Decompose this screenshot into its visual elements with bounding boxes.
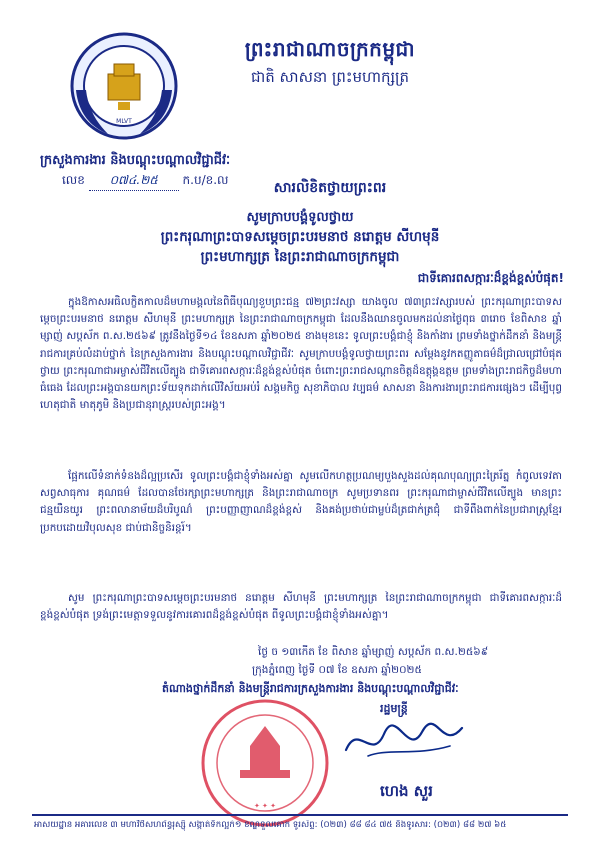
- kingdom-title: ព្រះរាជាណាចក្រកម្ពុជា: [244, 37, 416, 61]
- date-solar: ក្រុងភ្នំពេញ ថ្ងៃទី ០៧ ខែ ឧសភា ឆ្នាំ២០២៥: [252, 664, 422, 676]
- signer-name: ហេង សួរ: [380, 782, 433, 800]
- ministry-name: ក្រសួងការងារ និងបណ្តុះបណ្តាលវិជ្ជាជីវៈ: [40, 153, 231, 168]
- svg-text:✦ ✦ ✦: ✦ ✦ ✦: [253, 802, 277, 810]
- ref-number: ០៧៤.២៥: [89, 172, 179, 191]
- ministry-logo: [68, 30, 180, 142]
- ref-label: លេខ: [62, 173, 85, 187]
- signature: [338, 712, 478, 772]
- footer-divider: [32, 814, 568, 816]
- blessing-line: ជាទីគោរពសក្ការៈដ៏ខ្ពង់ខ្ពស់បំផុត!: [417, 271, 564, 285]
- reference-line: [62, 172, 228, 191]
- paragraph-2: ផ្អែកលើទំនាក់ទំនងដ៏ល្អប្រសើរ ទូលព្រះបង្គំជាខ្ញុំទាំងអស់គ្នា សូមលើកហត្ថប្រណម្យបួងសួងដល់គុណបុណ្យព្រះត្រៃរ័ត្ន កំពូលទេវតាសព្វសាធុការ គុណធម៌ ដែលបានថែរក្សាព្រះមហាក្សត្រ និងព្រះរាជាណាចក្រ សូមប្រទានពរ ព្រះករុណាជាម្ចាស់ជីវិតលើត្បូង មានព្រះជន្មយឺនយូរ ព្រះពលានាម័យដ៏បរិបូណ៌ ព្រះបញ្ញាញាណដ៏ខ្ពង់ខ្ពស់ និងគង់ប្រថាប់ជាម្លប់ដ៏ត្រជាក់ត្រជុំ ជាទីពឹងពាក់នៃប្រជារាស្ត្រខ្មែរ ប្រកបដោយវិបុលសុខ ជាប់ជានិច្ចនិរន្តរ៍។: [40, 470, 562, 534]
- addressee-line1: ព្រះករុណាព្រះបាទសម្តេចព្រះបរមនាថ នរោត្តម សីហមុនី: [160, 229, 440, 245]
- salutation: សូមក្រាបបង្គំទូលថ្វាយ: [246, 210, 354, 225]
- date-lunar: ថ្ងៃ ច ១៣កើត ខែ ពិសាខ ឆ្នាំម្សាញ់ សប្តស័ក ព.ស.២៥៦៩: [258, 646, 489, 658]
- paragraph-1: ក្នុងឱកាសអធិលក្ខិតកាលដ៏មហាមង្គលនៃពិធីបុណ្យខួបព្រះជន្ម ៧២ព្រះវស្សា យាងចូល ៧៣ព្រះវស្សារបស់ ព្រះករុណាព្រះបាទសម្តេចព្រះបរមនាថ នរោត្តម សីហមុនី ព្រះមហាក្សត្រ នៃព្រះរាជាណាចក្រកម្ពុជា ដែលនឹងឈានចូលមកដល់នាថ្ងៃពុធ ៣រោច ខែពិសាខ ឆ្នាំម្សាញ់ សប្តស័ក ព.ស.២៥៦៩ ត្រូវនឹងថ្ងៃទី១៤ ខែឧសភា ឆ្នាំ២០២៥ ខាងមុខនេះ ទូលព្រះបង្គំជាខ្ញុំ និងកាំងារ ព្រមទាំងថ្នាក់ដឹកនាំ និងមន្ត្រីរាជការគ្រប់លំដាប់ថ្នាក់ នៃក្រសួងការងារ និងបណ្តុះបណ្តាលវិជ្ជាជីវៈ សូមក្រាបបង្គំទូលថ្វាយព្រះពរ សម្តែងនូវកតញ្ញូតាធម៌ដ៏ជ្រាលជ្រៅបំផុតថ្វាយ ព្រះករុណាជាអម្ចាស់ជីវិតលើត្បូង ជាទីគោរពសក្ការៈដ៏ខ្ពង់ខ្ពស់បំផុត ចំពោះព្រះរាជសណ្តានចិត្តដ៏ឧត្តុង្គឧត្តម ព្រមទាំងព្រះរាជកិច្ចដ៏មហាធំធេង ដែលព្រះអង្គបានយកព្រះទ័យទុកដាក់លើវិស័យអប់រំ សង្គមកិច្ច សុខាភិបាល វប្បធម៌ សាសនា និងការងារព្រះរាជការផ្សេងៗ ដើម្បីបុព្វហេតុជាតិ មាតុភូមិ និងប្រជានុរាស្ត្ររបស់ព្រះអង្គ។: [40, 296, 562, 412]
- signer-title: តំណាងថ្នាក់ដឹកនាំ និងមន្ត្រីរាជការក្រសួងការងារ និងបណ្តុះបណ្តាលវិជ្ជាជីវៈ: [162, 682, 459, 695]
- signer-role: រដ្ឋមន្ត្រី: [380, 702, 408, 715]
- ref-suffix: ក.ប/ខ.ល: [182, 173, 229, 187]
- svg-text:MLVT: MLVT: [116, 118, 132, 125]
- official-seal: [198, 696, 332, 830]
- paragraph-3: សូម ព្រះករុណាព្រះបាទសម្តេចព្រះបរមនាថ នរោត្តម សីហមុនី ព្រះមហាក្សត្រ នៃព្រះរាជាណាចក្រកម្ពុជា ជាទីគោរពសក្ការៈដ៏ខ្ពង់ខ្ពស់បំផុត ទ្រង់ព្រះមេត្តាទទួលនូវការគោរពដ៏ខ្ពង់ខ្ពស់បំផុត ពីទូលព្រះបង្គំជាខ្ញុំទាំងអស់គ្នា។: [40, 592, 562, 622]
- national-motto: ជាតិ សាសនា ព្រះមហាក្សត្រ: [250, 68, 410, 86]
- addressee-line2: ព្រះមហាក្សត្រ នៃព្រះរាជាណាចក្រកម្ពុជា: [200, 249, 400, 265]
- footer-address: អាសយដ្ឋាន អគារលេខ ៣ មហាវិថីសហព័ន្ធរុស្ស៊ី សង្កាត់ទឹកល្អក់១ ខណ្ឌទួលគោក ទូរស័ព្ទ: (០២៣) ៨៨ ៨៤ ៧៥ និងទូរសារ: (០២៣) ៨៨ ២៧ ៦៥: [34, 820, 507, 830]
- document-type: សារលិខិតថ្វាយព្រះពរ: [273, 180, 387, 196]
